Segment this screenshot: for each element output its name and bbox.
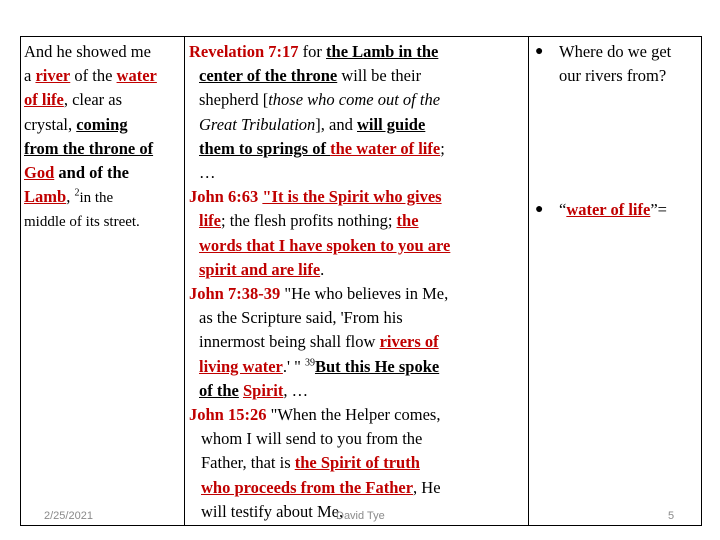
col2-line: of the Spirit, … [199, 380, 309, 400]
col2-line: them to springs of the water of life; [199, 138, 445, 158]
col1-line: Lamb, $^2$in the [24, 187, 114, 207]
column-scripture-references [185, 37, 529, 525]
col2-line: as the Scripture said, 'From his [199, 308, 403, 328]
river-word: river [35, 66, 71, 86]
john-738-line: John 7:38-39 "He who believes in Me, [189, 284, 449, 304]
scripture-ref-rev-7-17: Revelation 7:17 [189, 42, 299, 61]
col1-line: And he showed me [24, 42, 151, 61]
col2-line: spirit and are life. [199, 259, 325, 279]
scripture-ref-john-6-63: John 6:63 [189, 187, 263, 207]
verse-number: 39 [304, 357, 315, 369]
column-revelation-22 [21, 37, 185, 525]
col1-line: crystal, coming [24, 114, 128, 134]
col2-line: shepherd [those who come out of the [199, 90, 441, 110]
lamb-word: Lamb [24, 187, 67, 207]
revelation-717-line: Revelation 7:17 for the Lamb in the [189, 42, 439, 61]
col2-line: … [199, 163, 216, 183]
john-1526-line: John 15:26 "When the Helper comes, [189, 405, 441, 425]
col2-line: life; the flesh profits nothing; the [199, 211, 419, 231]
col1-line: of life, clear as [24, 90, 123, 110]
verse-table [20, 36, 702, 526]
col2-line: will testify about Me, [201, 501, 344, 521]
col2-line: living water.' " $^{39}$But this He spoke [199, 356, 440, 376]
note-bullet-rivers: ● Where do we get our rivers from? [535, 42, 672, 86]
col2-line: whom I will send to you from the [201, 429, 423, 449]
scripture-ref-john-7-38: John 7:38-39 [189, 284, 281, 304]
of-life-phrase: of life [24, 90, 64, 110]
col1-text [24, 40, 184, 235]
water-word: water [116, 66, 157, 86]
bullet-icon: ● [535, 202, 544, 218]
note-bullet-water-of-life: ● “water of life”= [533, 198, 697, 222]
column-notes [529, 37, 701, 525]
col2-line: center of the throne will be their [199, 66, 422, 86]
col1-line: middle of its street. [24, 214, 140, 231]
col1-line: a river of the water [24, 66, 157, 86]
water-of-life-phrase: water of life [566, 200, 651, 220]
col2-line: Father, that is the Spirit of truth [201, 453, 420, 473]
col2-line: Great Tribulation], and will guide [199, 114, 426, 134]
col2-line: who proceeds from the Father, He [201, 477, 441, 497]
col2-line: words that I have spoken to you are [199, 235, 451, 255]
footer-author: David Tye [336, 510, 385, 522]
col1-line: God and of the [24, 163, 129, 183]
footer-date: 2/25/2021 [44, 510, 93, 522]
john-663-line: John 6:63 "It is the Spirit who gives [189, 187, 442, 207]
from-the-throne-phrase: from the throne of [24, 138, 154, 158]
coming-word: coming [76, 114, 128, 134]
bullet-icon: ● [535, 44, 544, 59]
footer-page-number: 5 [668, 510, 675, 522]
scripture-ref-john-15-26: John 15:26 [189, 405, 267, 425]
col2-line: innermost being shall flow rivers of [199, 332, 439, 352]
col2-text [189, 40, 524, 524]
god-word: God [24, 163, 55, 183]
verse-number: 2 [74, 187, 80, 199]
